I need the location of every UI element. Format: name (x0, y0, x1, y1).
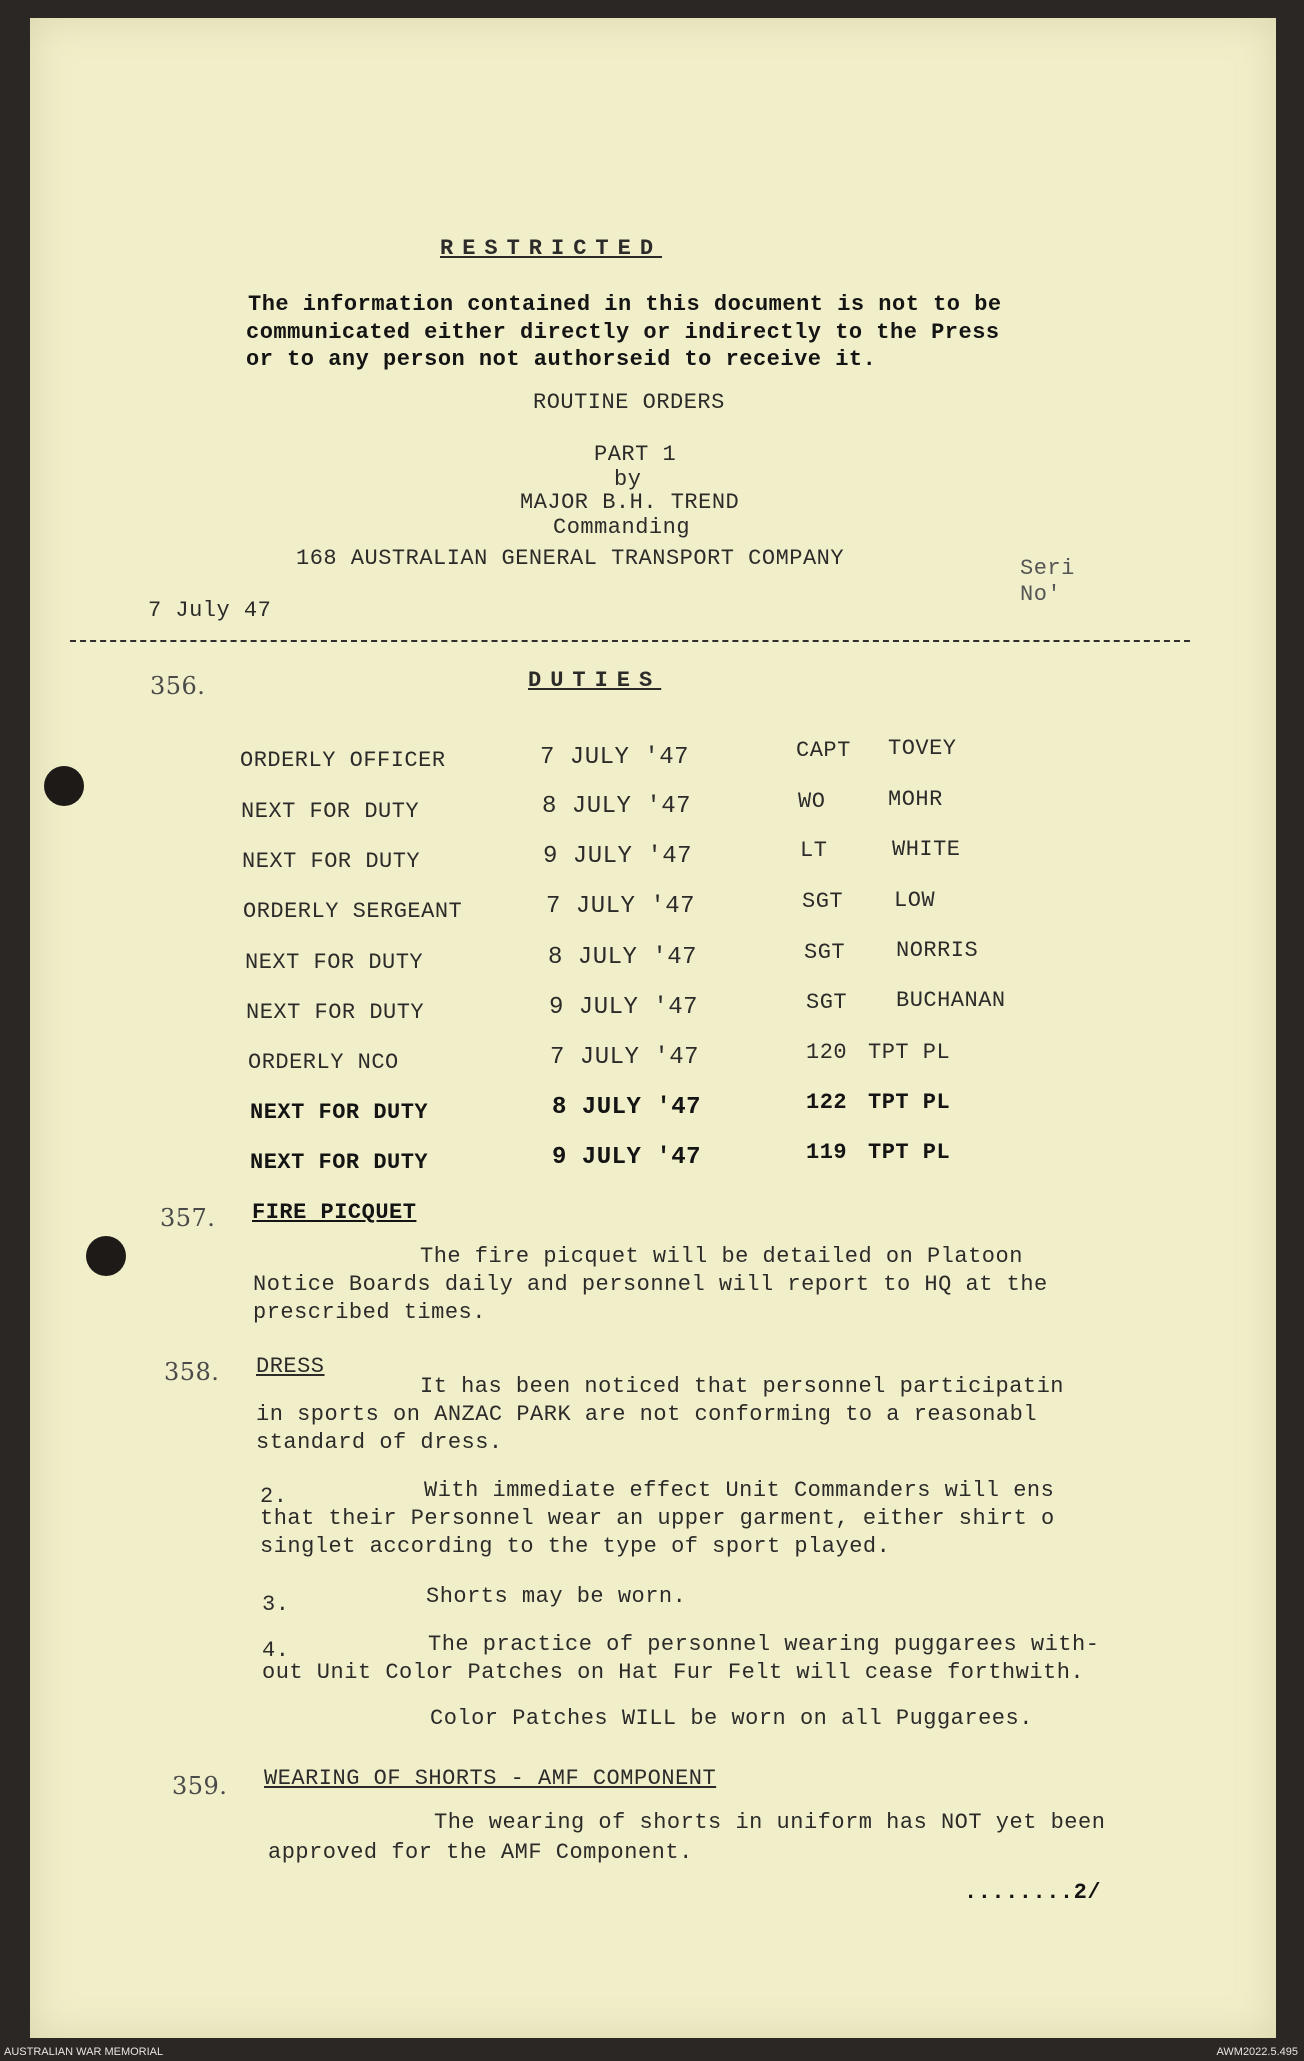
fire-picquet-text: The fire picquet will be detailed on Platoon (420, 1244, 1023, 1269)
fire-picquet-text: prescribed times. (253, 1300, 486, 1325)
duty-date: 8 JULY '47 (552, 1094, 702, 1121)
duty-date: 7 JULY '47 (550, 1044, 700, 1071)
dress-text: singlet according to the type of sport played. (260, 1534, 891, 1559)
duty-name: TPT PL (868, 1090, 951, 1115)
dress-text: Color Patches WILL be worn on all Puggarees. (430, 1706, 1033, 1731)
item-number-356: 356. (150, 672, 206, 700)
duty-rank: SGT (806, 990, 848, 1015)
duty-name: WHITE (892, 837, 961, 862)
duties-heading: DUTIES (528, 668, 662, 693)
fire-picquet-heading: FIRE PICQUET (252, 1200, 417, 1225)
punch-hole (86, 1236, 126, 1276)
duty-role: NEXT FOR DUTY (246, 1000, 425, 1025)
part-label: PART 1 (594, 442, 677, 467)
duty-rank: SGT (802, 889, 844, 914)
fire-picquet-text: Notice Boards daily and personnel will report to HQ at the (253, 1272, 1048, 1297)
duty-name: TPT PL (868, 1040, 951, 1065)
duty-name: BUCHANAN (896, 988, 1006, 1013)
document-date: 7 July 47 (148, 598, 272, 623)
duty-date: 7 JULY '47 (546, 893, 696, 920)
by-label: by (614, 467, 642, 492)
shorts-text: The wearing of shorts in uniform has NOT yet been (434, 1810, 1106, 1835)
duty-rank: 122 (806, 1090, 848, 1115)
duty-role: NEXT FOR DUTY (242, 849, 421, 874)
duty-rank: 120 (806, 1040, 848, 1065)
duty-role: ORDERLY OFFICER (240, 748, 446, 773)
unit-name: 168 AUSTRALIAN GENERAL TRANSPORT COMPANY (296, 546, 845, 571)
duty-name: MOHR (888, 787, 943, 812)
duty-name: NORRIS (896, 938, 979, 963)
archive-reference: AWM2022.5.495 (1216, 2046, 1298, 2058)
duty-role: NEXT FOR DUTY (245, 950, 424, 975)
notice-line-2: communicated either directly or indirectly to the Press (246, 320, 1000, 345)
document-title: ROUTINE ORDERS (533, 390, 725, 415)
item-number-357: 357. (160, 1204, 216, 1232)
duty-name: TPT PL (868, 1140, 951, 1165)
duty-role: NEXT FOR DUTY (250, 1100, 429, 1125)
dress-paragraph-number: 2. (260, 1484, 288, 1509)
duty-role: NEXT FOR DUTY (250, 1150, 429, 1175)
dress-text: Shorts may be worn. (426, 1584, 687, 1609)
duty-date: 8 JULY '47 (548, 944, 698, 971)
restricted-heading: RESTRICTED (440, 236, 663, 261)
duty-role: ORDERLY NCO (248, 1050, 399, 1075)
dress-text: With immediate effect Unit Commanders will ens (424, 1478, 1055, 1503)
notice-line-3: or to any person not authorseid to receive it. (246, 347, 877, 372)
dress-text: out Unit Color Patches on Hat Fur Felt will cease forthwith. (262, 1660, 1085, 1685)
dress-paragraph-number: 4. (262, 1638, 290, 1663)
dress-text: It has been noticed that personnel participatin (420, 1374, 1065, 1399)
duty-rank: WO (798, 789, 826, 814)
serial-number-label: No' (1020, 582, 1062, 607)
dress-text: standard of dress. (256, 1430, 503, 1455)
commanding-officer: MAJOR B.H. TREND (520, 490, 740, 515)
duty-date: 9 JULY '47 (549, 994, 699, 1021)
commanding-label: Commanding (553, 515, 691, 540)
duty-rank: SGT (804, 940, 846, 965)
shorts-text: approved for the AMF Component. (268, 1840, 693, 1865)
dress-text: that their Personnel wear an upper garment, either shirt o (260, 1506, 1055, 1531)
duty-date: 8 JULY '47 (542, 793, 692, 820)
shorts-heading: WEARING OF SHORTS - AMF COMPONENT (264, 1766, 717, 1791)
item-number-359: 359. (172, 1772, 228, 1800)
duty-name: LOW (894, 888, 936, 913)
header-divider (70, 640, 1190, 642)
dress-paragraph-number: 3. (262, 1592, 290, 1617)
duty-date: 7 JULY '47 (540, 744, 690, 771)
duty-date: 9 JULY '47 (543, 843, 693, 870)
dress-heading: DRESS (256, 1354, 325, 1379)
dress-text: The practice of personnel wearing puggarees with- (428, 1632, 1100, 1657)
duty-date: 9 JULY '47 (552, 1144, 702, 1171)
item-number-358: 358. (164, 1358, 220, 1386)
serial-label: Seri (1020, 556, 1075, 581)
duty-role: NEXT FOR DUTY (241, 799, 420, 824)
dress-text: in sports on ANZAC PARK are not conforming to a reasonabl (256, 1402, 1038, 1427)
duty-rank: CAPT (796, 738, 851, 763)
duty-rank: LT (800, 838, 828, 863)
archive-credit: AUSTRALIAN WAR MEMORIAL (4, 2046, 164, 2058)
duty-role: ORDERLY SERGEANT (243, 899, 463, 924)
punch-hole (44, 766, 84, 806)
continuation-marker: ........2/ (964, 1880, 1102, 1905)
notice-line-1: The information contained in this document is not to be (248, 292, 1002, 317)
duty-name: TOVEY (888, 736, 957, 761)
duty-rank: 119 (806, 1140, 848, 1165)
